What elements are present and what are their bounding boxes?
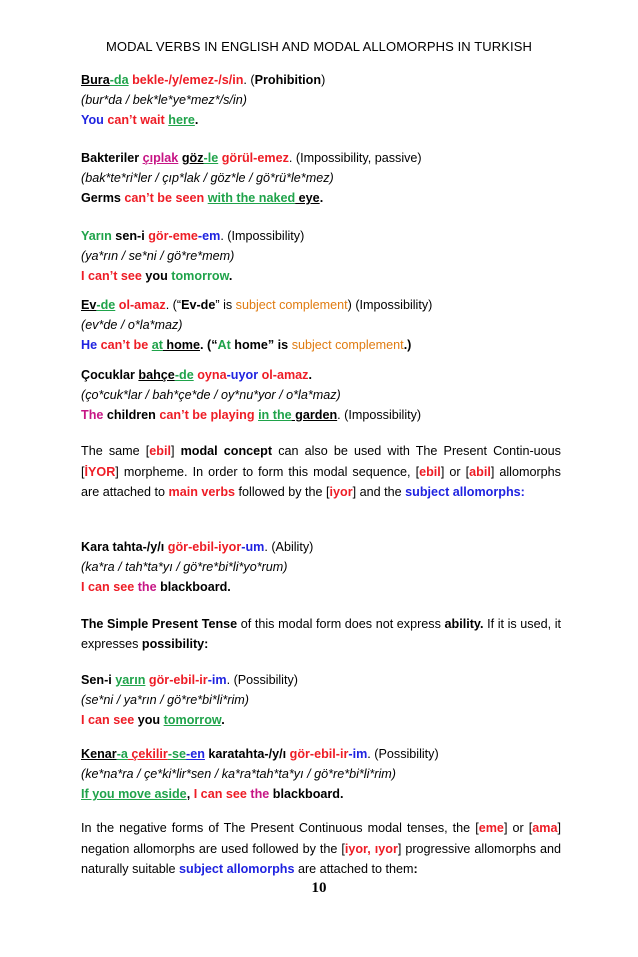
- turkish-sentence: Sen-i yarın gör-ebil-ir-im. (Possibility): [81, 673, 298, 687]
- pronunciation: (se*ni / ya*rın / gö*re*bi*li*rim): [81, 693, 249, 707]
- explanation-paragraph-1: The same [ebil] modal concept can also be used with The Present Contin-uous [İYOR] morpheme. In order to form this modal sequence, [ebil] or [abil] allomorphs are attached to main verbs followed by the [iyor] and the subject allomorphs:: [81, 444, 561, 499]
- example-possibility-2: [81, 744, 561, 804]
- turkish-sentence: Çocuklar bahçe-de oyna-uyor ol-amaz.: [81, 368, 312, 382]
- turkish-sentence: Yarın sen-i gör-eme-em. (Impossibility): [81, 229, 305, 243]
- pronunciation: (bak*te*ri*ler / çıp*lak / göz*le / gö*rü*le*mez): [81, 171, 334, 185]
- example-possibility-1: [81, 670, 561, 730]
- page-number: 10: [311, 880, 327, 896]
- example-ability: [81, 537, 561, 597]
- example-prohibition: [81, 70, 561, 130]
- pronunciation: (ke*na*ra / çe*ki*lir*sen / ka*ra*tah*ta*yı / gö*re*bi*li*rim): [81, 767, 396, 781]
- pronunciation: (ka*ra / tah*ta*yı / gö*re*bi*li*yo*rum): [81, 560, 288, 574]
- example-impossibility-3: [81, 365, 561, 425]
- running-header: MODAL VERBS IN ENGLISH AND MODAL ALLOMORPHS IN TURKISH: [105, 39, 533, 54]
- english-translation: I can’t see you tomorrow.: [81, 269, 233, 283]
- turkish-sentence: Ev-de ol-amaz. (“Ev-de” is subject complement) (Impossibility): [81, 298, 433, 312]
- explanation-paragraph-3: In the negative forms of The Present Continuous modal tenses, the [eme] or [ama] negation allomorphs are used followed by the [iyor, ıyor] progressive allomorphs and naturally suitable subject allomorphs are attached to them:: [81, 821, 562, 876]
- pronunciation: (ço*cuk*lar / bah*çe*de / oy*nu*yor / o*la*maz): [81, 388, 341, 402]
- english-translation: Germs can’t be seen with the naked eye.: [81, 191, 324, 205]
- example-impossibility-1: [81, 226, 561, 286]
- explanation-paragraph-2: The Simple Present Tense of this modal form does not express ability. If it is used, it expresses possibility:: [81, 617, 562, 651]
- english-translation: I can see you tomorrow.: [81, 713, 225, 727]
- english-translation: The children can’t be playing in the garden. (Impossibility): [81, 408, 422, 422]
- english-translation: If you move aside, I can see the blackboard.: [81, 787, 344, 801]
- pronunciation: (ya*rın / se*ni / gö*re*mem): [81, 249, 235, 263]
- pronunciation: (bur*da / bek*le*ye*mez*/s/in): [81, 93, 247, 107]
- english-translation: I can see the blackboard.: [81, 580, 231, 594]
- english-translation: He can’t be at home. (“At home” is subject complement.): [81, 338, 412, 352]
- turkish-sentence: Bura-da bekle-/y/emez-/s/in. (Prohibition): [81, 73, 326, 87]
- example-impossibility-passive: [81, 148, 561, 208]
- turkish-sentence: Bakteriler çıplak göz-le görül-emez. (Impossibility, passive): [81, 151, 422, 165]
- english-translation: You can’t wait here.: [81, 113, 199, 127]
- pronunciation: (ev*de / o*la*maz): [81, 318, 183, 332]
- turkish-sentence: Kenar-a çekilir-se-en karatahta-/y/ı gör-ebil-ir-im. (Possibility): [81, 747, 439, 761]
- example-impossibility-2: [81, 295, 561, 355]
- turkish-sentence: Kara tahta-/y/ı gör-ebil-iyor-um. (Ability): [81, 540, 314, 554]
